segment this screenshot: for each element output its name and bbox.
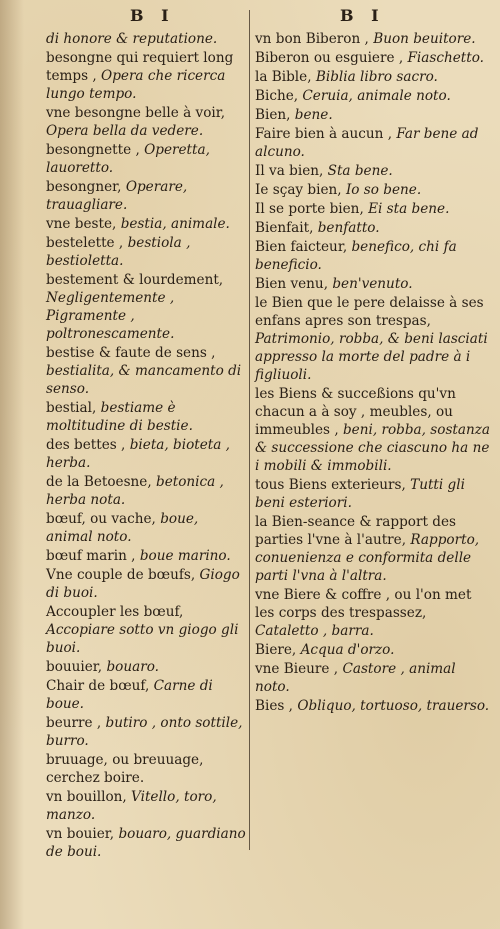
entry-headword: la Bien-seance & rapport des parties l'vne à l'autre, — [255, 514, 456, 548]
entry-headword: de la Betoesne, — [46, 474, 152, 490]
entry-translation: ben'venuto. — [332, 276, 413, 292]
dictionary-entry — [255, 49, 491, 67]
entry-translation: Carne di boue. — [46, 678, 213, 712]
dictionary-entry — [255, 238, 491, 274]
dictionary-entry — [46, 603, 246, 657]
dictionary-entry — [46, 215, 246, 233]
dictionary-entry — [255, 181, 491, 199]
entry-translation: Tutti gli beni esteriori. — [255, 477, 465, 511]
entry-translation: betonica , herba nota. — [46, 474, 224, 508]
dictionary-entry — [255, 476, 491, 512]
entry-headword: Ie sçay bien, — [255, 182, 342, 198]
dictionary-entry — [255, 30, 491, 48]
entry-translation: Biblia libro sacro. — [315, 69, 438, 85]
dictionary-entry — [46, 825, 246, 861]
entry-translation: Buon beuitore. — [373, 31, 476, 47]
entry-translation: Accopiare sotto vn giogo gli buoi. — [46, 622, 239, 656]
entry-headword: vne beste, — [46, 216, 117, 232]
entry-translation: Giogo di buoi. — [46, 567, 240, 601]
entry-translation: boue marino. — [139, 548, 231, 564]
entry-headword: Bien, — [255, 107, 291, 123]
entry-headword: vn bouier, — [46, 826, 115, 842]
entry-headword: Vne couple de bœufs, — [46, 567, 196, 583]
dictionary-entry — [46, 271, 246, 343]
dictionary-entry — [46, 234, 246, 270]
entry-translation: Opera che ricerca lungo tempo. — [46, 68, 226, 102]
running-header-left: B I — [130, 6, 175, 25]
entry-headword: bœuf, ou vache, — [46, 511, 156, 527]
dictionary-entry — [46, 566, 246, 602]
dictionary-entry — [46, 178, 246, 214]
entry-headword: des bettes , — [46, 437, 126, 453]
entry-translation: bestialita, & mancamento di senso. — [46, 363, 242, 397]
dictionary-entry — [255, 660, 491, 696]
entry-translation: bestia, animale. — [120, 216, 230, 232]
entry-headword: tous Biens exterieurs, — [255, 477, 406, 493]
entry-headword: vn bon Biberon , — [255, 31, 369, 47]
entry-headword: Bien venu, — [255, 276, 329, 292]
entry-translation: boue, animal noto. — [46, 511, 199, 545]
entry-translation: Fiaschetto. — [407, 50, 484, 66]
entry-headword: vn bouillon, — [46, 789, 127, 805]
dictionary-entry — [46, 547, 246, 565]
dictionary-entry — [46, 399, 246, 435]
entry-translation: bouaro, guardiano de boui. — [46, 826, 246, 860]
entry-headword: Bien faicteur, — [255, 239, 348, 255]
entry-translation: Far bene ad alcuno. — [255, 126, 479, 160]
dictionary-entry — [255, 200, 491, 218]
entry-headword: bestement & lourdement, — [46, 272, 224, 288]
entry-headword: Biberon ou esguiere , — [255, 50, 404, 66]
entry-headword: vne Bieure , — [255, 661, 339, 677]
entry-translation: Acqua d'orzo. — [300, 642, 395, 658]
right-column — [255, 30, 491, 716]
entry-headword: besongnette , — [46, 142, 140, 158]
dictionary-entry — [46, 677, 246, 713]
dictionary-entry — [255, 697, 491, 715]
dictionary-entry — [46, 49, 246, 103]
entry-translation: Rapporto, conuenienza e conformita delle parti l'vna à l'altra. — [255, 532, 480, 584]
entry-headword: vne Biere & coffre , ou l'on met les corps des trespassez, — [255, 587, 472, 621]
entry-translation: benefico, chi fa beneficio. — [255, 239, 457, 273]
entry-headword: vne besongne belle à voir, — [46, 105, 226, 121]
entry-translation: bestiola , bestioletta. — [46, 235, 191, 269]
dictionary-entry — [46, 30, 246, 48]
dictionary-entry — [46, 751, 246, 787]
dictionary-entry — [255, 275, 491, 293]
entry-translation: Operetta, lauoretto. — [46, 142, 210, 176]
entry-translation: Negligentemente , Pigramente , poltronescamente. — [46, 290, 175, 342]
dictionary-entry — [255, 513, 491, 585]
entry-translation: bestiame è moltitudine di bestie. — [46, 400, 193, 434]
dictionary-entry — [255, 586, 491, 640]
dictionary-entry — [255, 162, 491, 180]
entry-headword: la Bible, — [255, 69, 312, 85]
dictionary-entry — [255, 106, 491, 124]
entry-headword: Il va bien, — [255, 163, 324, 179]
entry-headword: Biere, — [255, 642, 297, 658]
entry-headword: Biche, — [255, 88, 299, 104]
entry-translation: Obliquo, tortuoso, trauerso. — [297, 698, 490, 714]
entry-headword: bruuage, ou breuuage, cerchez boire. — [46, 752, 204, 786]
entry-translation: Operare, trauagliare. — [46, 179, 188, 213]
entry-headword: bestial, — [46, 400, 97, 416]
entry-translation: Cataletto , barra. — [255, 623, 374, 639]
entry-translation: Io so bene. — [345, 182, 422, 198]
entry-translation: butiro , onto sottile, burro. — [46, 715, 243, 749]
entry-translation: bene. — [294, 107, 333, 123]
dictionary-entry — [46, 788, 246, 824]
dictionary-entry — [46, 436, 246, 472]
entry-translation: Vitello, toro, manzo. — [46, 789, 217, 823]
dictionary-entry — [255, 68, 491, 86]
entry-headword: Bienfait, — [255, 220, 314, 236]
entry-translation: Opera bella da vedere. — [46, 123, 204, 139]
entry-translation: beni, robba, sostanza & successione che ciascuno ha ne i mobili & immobili. — [255, 422, 491, 474]
left-column — [46, 30, 246, 862]
dictionary-entry — [255, 125, 491, 161]
column-divider — [249, 10, 250, 850]
entry-translation: benfatto. — [317, 220, 380, 236]
entry-headword: besongne qui requiert long temps , — [46, 50, 234, 84]
entry-translation: bouaro. — [106, 659, 159, 675]
entry-translation: Patrimonio, robba, & beni lasciati appresso la morte del padre à i figliuoli. — [255, 331, 488, 383]
entry-translation: Sta bene. — [327, 163, 393, 179]
page-gutter-shadow — [0, 0, 24, 929]
entry-headword: bœuf marin , — [46, 548, 136, 564]
entry-headword: les Biens & succeßions qu'vn chacun a à soy , meubles, ou immeubles , — [255, 386, 456, 438]
entry-headword: le Bien que le pere delaisse à ses enfans apres son trespas, — [255, 295, 484, 329]
entry-translation: di honore & reputatione. — [46, 31, 218, 47]
entry-headword: Chair de bœuf, — [46, 678, 150, 694]
entry-headword: bestise & faute de sens , — [46, 345, 216, 361]
entry-headword: besongner, — [46, 179, 122, 195]
entry-translation: Castore , animal noto. — [255, 661, 456, 695]
entry-headword: bestelette , — [46, 235, 124, 251]
dictionary-entry — [255, 385, 491, 475]
dictionary-entry — [255, 641, 491, 659]
entry-translation: Ei sta bene. — [368, 201, 450, 217]
dictionary-entry — [46, 473, 246, 509]
dictionary-entry — [46, 510, 246, 546]
dictionary-entry — [255, 294, 491, 384]
running-header-right: B I — [340, 6, 385, 25]
entry-headword: bouuier, — [46, 659, 103, 675]
entry-headword: Faire bien à aucun , — [255, 126, 393, 142]
dictionary-entry — [46, 658, 246, 676]
entry-translation: bieta, bioteta , herba. — [46, 437, 230, 471]
dictionary-entry — [46, 344, 246, 398]
entry-headword: Bies , — [255, 698, 294, 714]
entry-headword: Il se porte bien, — [255, 201, 364, 217]
dictionary-entry — [255, 219, 491, 237]
dictionary-entry — [46, 714, 246, 750]
dictionary-entry — [46, 104, 246, 140]
entry-headword: beurre , — [46, 715, 102, 731]
dictionary-entry — [46, 141, 246, 177]
entry-headword: Accoupler les bœuf, — [46, 604, 184, 620]
dictionary-entry — [255, 87, 491, 105]
entry-translation: Ceruia, animale noto. — [302, 88, 451, 104]
